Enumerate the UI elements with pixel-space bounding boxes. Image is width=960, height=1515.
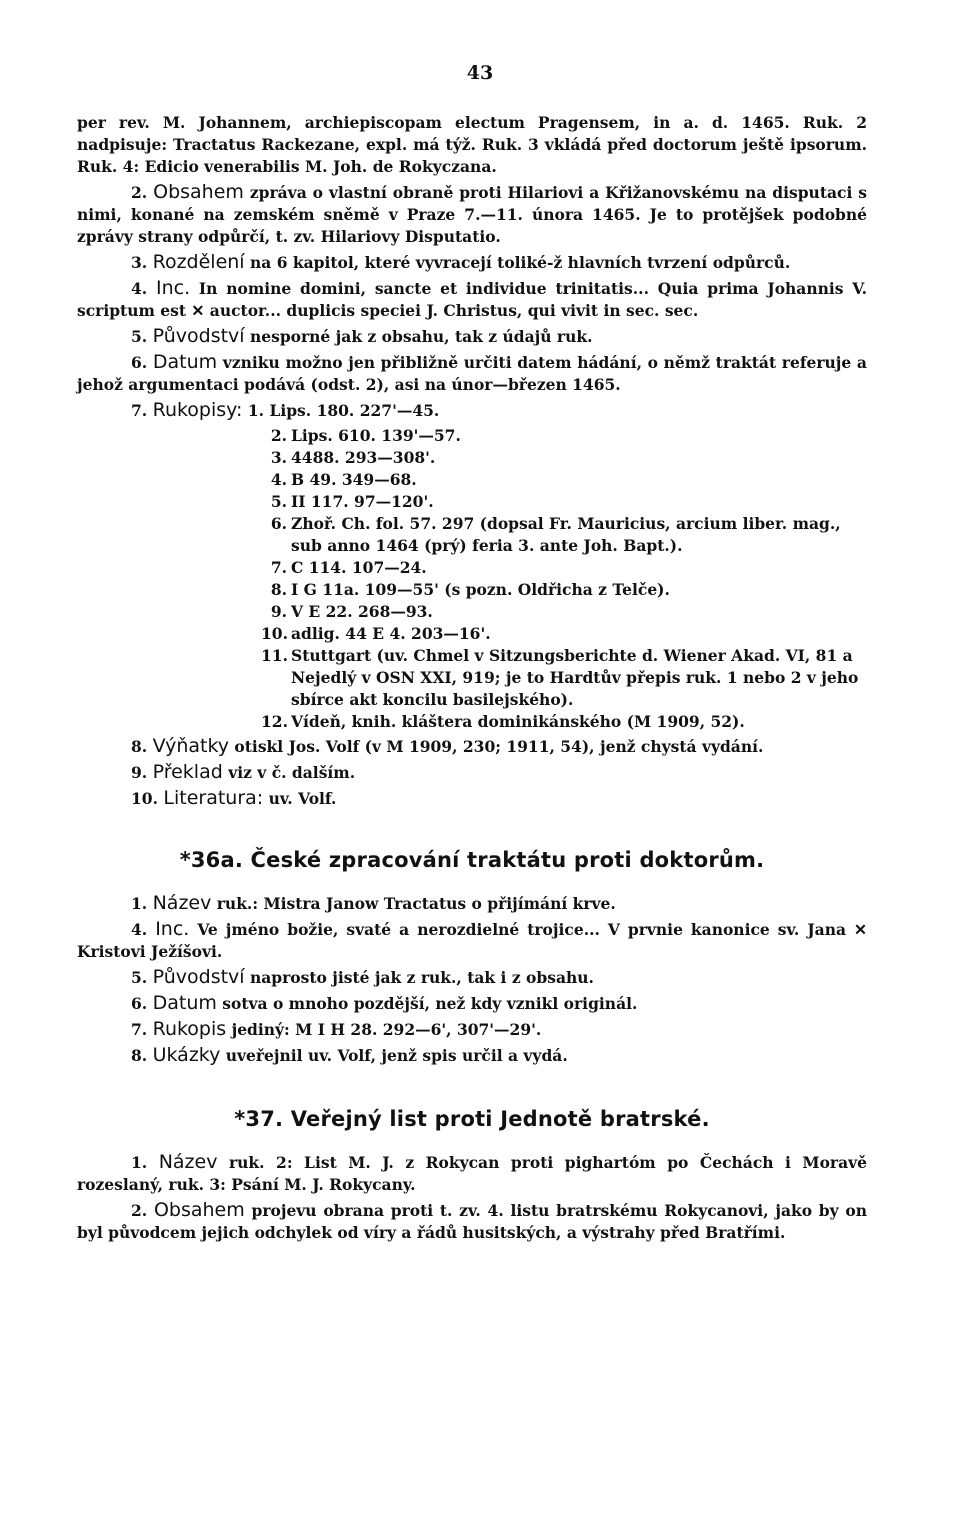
item-number: 3. [131,253,148,272]
item-keyword: Název [152,892,212,914]
manuscript-entry [267,601,867,623]
manuscript-text: Zhoř. Ch. fol. 57. 297 (dopsal Fr. Mauricius, arcium liber. mag., sub anno 1464 (prý) feria 3. ante Joh. Bapt.). [291,514,841,555]
numbered-item [77,1151,867,1196]
manuscript-number: 8. [270,580,287,599]
manuscript-number: 10. [261,624,288,643]
manuscript-text: B 49. 349—68. [291,470,417,489]
manuscript-number: 2. [270,426,287,445]
item-text: ruk. 2: List M. J. z Rokycan proti pighartóm po Čechách i Moravě rozeslaný, ruk. 3: Psání M. J. Rokycany. [77,1153,868,1194]
manuscript-text: Vídeň, knih. kláštera dominikánského (M 1909, 52). [291,712,745,731]
manuscript-entry [267,469,867,491]
item-number: 8. [131,1046,148,1065]
numbered-item [77,277,867,322]
section-36-tail-items [77,735,867,810]
item-number: 4. [131,279,148,298]
manuscript-number: 4. [270,470,287,489]
item-text: vzniku možno jen přibližně určiti datem hádání, o němž traktát referuje a jehož argumentaci podává (odst. 2), asi na únor—březen 1465. [77,353,867,394]
manuscript-entry [267,425,867,447]
manuscript-text: C 114. 107—24. [291,558,427,577]
item-number: 10. [131,789,158,808]
item-text: In nomine domini, sancte et individue trinitatis... Quia prima Johannis V. scriptum est ✕ auctor... duplicis speciei J. Christus, qui vivit in sec. sec. [77,279,867,320]
item-keyword: Název [158,1151,218,1173]
item-number: 5. [131,327,148,346]
numbered-item [77,251,867,274]
section-36a-items [77,892,867,1067]
section-36-items [77,181,867,396]
item-keyword: Datum [152,351,218,373]
numbered-item [77,787,867,810]
item-keyword: Rukopis [152,1018,227,1040]
manuscript-entry [267,579,867,601]
rukopisy-heading [77,399,867,422]
manuscript-number: 3. [270,448,287,467]
manuscript-number: 6. [270,514,287,533]
manuscript-entry [261,711,867,733]
item-number: 4. [131,920,148,939]
manuscript-entry [267,557,867,579]
item-text: jediný: M I H 28. 292—6', 307'—29'. [226,1020,542,1039]
item-keyword: Literatura: [163,787,264,809]
numbered-item [77,1018,867,1041]
item-text: zpráva o vlastní obraně proti Hilariovi a Křižanovskému na disputaci s nimi, konané na zemském sněmě v Praze 7.—11. února 1465. Je to protějšek podobné zprávy strany odpůrčí, t. zv. Hilariovy Disputatio. [77,183,867,246]
numbered-item [77,325,867,348]
item-number: 7. [131,401,148,420]
item-number: 2. [131,183,148,202]
page-number: 43 [466,62,494,84]
numbered-item [77,1199,867,1244]
numbered-item [77,761,867,784]
manuscript-text: 4488. 293—308'. [291,448,436,467]
manuscript-entry [267,447,867,469]
item-keyword: Rozdělení [152,251,245,273]
item-keyword: Původství [152,325,245,347]
item-keyword: Rukopisy: [152,399,243,421]
item-text: sotva o mnoho pozdější, než kdy vznikl originál. [216,994,638,1013]
item-keyword: Ukázky [152,1044,221,1066]
manuscript-number: 12. [261,712,288,731]
item-keyword: Výňatky [152,735,230,757]
item-keyword: Obsahem [153,1199,245,1221]
manuscript-first-text: Lips. 180. 227'—45. [269,401,440,420]
manuscript-list [77,425,867,733]
manuscript-entry [261,623,867,645]
section-37-items [77,1151,867,1244]
manuscript-first-number: 1. [247,401,265,420]
item-text: na 6 kapitol, které vyvracejí toliké-ž hlavních tvrzení odpůrců. [244,253,791,272]
item-number: 6. [131,353,148,372]
manuscript-number: 9. [270,602,287,621]
manuscript-text: adlig. 44 E 4. 203—16'. [291,624,491,643]
manuscript-text: Lips. 610. 139'—57. [291,426,461,445]
numbered-item [77,918,867,963]
item-number: 7. [131,1020,148,1039]
item-keyword: Původství [152,966,245,988]
item-text: otiskl Jos. Volf (v M 1909, 230; 1911, 54), jenž chystá vydání. [229,737,764,756]
item-number: 5. [131,968,148,987]
item-number: 1. [131,894,148,913]
item-keyword: Datum [152,992,217,1014]
item-number: 6. [131,994,148,1013]
manuscript-entry [267,513,867,557]
item-number: 8. [131,737,148,756]
numbered-item [77,351,867,396]
item-keyword: Obsahem [153,181,244,203]
numbered-item [77,735,867,758]
manuscript-entry [267,491,867,513]
intro-paragraph: per rev. M. Johannem, archiepiscopam electum Pragensem, in a. d. 1465. Ruk. 2 nadpisuje: Tractatus Rackezane, expl. má týž. Ruk. 3 vkládá před doctorum ještě ipsorum. Ruk. 4: Edicio venerabilis M. Joh. de Rokyczana. [77,113,867,176]
item-number: 2. [131,1201,148,1220]
manuscript-number: 5. [270,492,287,511]
item-text: Ve jméno božie, svaté a nerozdielné trojice... V prvnie kanonice sv. Jana ✕ Kristovi Ježíšovi. [77,920,867,961]
item-number: 1. [131,1153,148,1172]
item-keyword: Inc. [155,918,190,940]
manuscript-entry [261,645,867,711]
item-number: 9. [131,763,148,782]
numbered-item [77,181,867,248]
manuscript-text: Stuttgart (uv. Chmel v Sitzungsberichte d. Wiener Akad. VI, 81 a Nejedlý v OSN XXI, 919; je to Hardtův přepis ruk. 1 nebo 2 v jeho sbírce akt koncilu basilejského). [291,646,859,709]
item-text: uv. Volf. [263,789,337,808]
manuscript-number: 7. [270,558,287,577]
numbered-item [77,892,867,915]
numbered-item [77,966,867,989]
manuscript-text: II 117. 97—120'. [291,492,434,511]
manuscript-number: 11. [261,646,288,665]
manuscript-text: V E 22. 268—93. [291,602,433,621]
heading-37: *37. Veřejný list proti Jednotě bratrské. [234,1107,710,1131]
manuscript-text: I G 11a. 109—55' (s pozn. Oldřicha z Telče). [291,580,670,599]
item-keyword: Překlad [152,761,223,783]
item-text: nesporné jak z obsahu, tak z údajů ruk. [244,327,593,346]
numbered-item [77,992,867,1015]
page-content [77,112,867,1247]
numbered-item [77,1044,867,1067]
item-text: naprosto jisté jak z ruk., tak i z obsahu. [244,968,594,987]
item-text: viz v č. dalším. [222,763,356,782]
item-text: uveřejnil uv. Volf, jenž spis určil a vydá. [220,1046,568,1065]
item-keyword: Inc. [155,277,191,299]
item-text: ruk.: Mistra Janow Tractatus o přijímání krve. [211,894,616,913]
heading-36a: *36a. České zpracování traktátu proti doktorům. [179,848,765,872]
item-text: projevu obrana proti t. zv. 4. listu bratrskému Rokycanovi, jako by on byl původcem jejich odchylek od víry a řádů husitských, a výstrahy před Bratřími. [77,1201,867,1242]
